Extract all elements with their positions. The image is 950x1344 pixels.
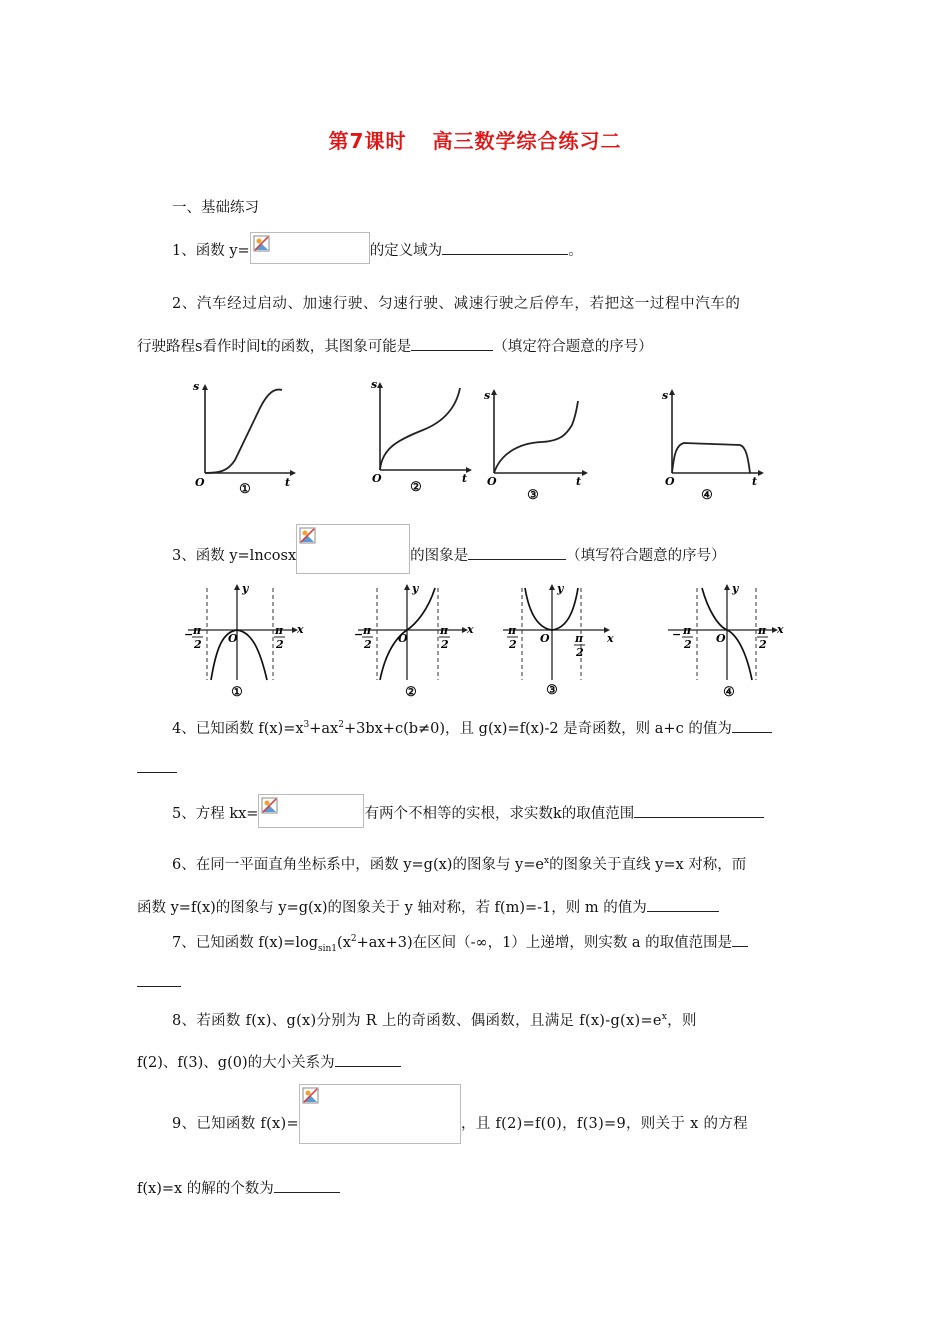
question-2: 2、汽车经过启动、加速行驶、匀速行驶、减速行驶之后停车，若把这一过程中汽车的 (172, 296, 741, 312)
answer-blank[interactable] (335, 1052, 401, 1067)
svg-text:t: t (752, 475, 758, 488)
svg-text:O: O (398, 632, 408, 645)
answer-blank[interactable] (411, 336, 493, 351)
answer-blank-cont[interactable] (137, 758, 177, 773)
svg-text:y: y (242, 582, 249, 595)
svg-text:π: π (758, 624, 767, 637)
section-heading: 一、基础练习 (172, 200, 259, 216)
svg-text:π: π (363, 624, 372, 637)
svg-text:y: y (412, 582, 419, 595)
question-9: 9、已知函数 f(x)= ，且 f(2)=f(0)，f(3)=9，则关于 x 的方程 (172, 1104, 748, 1144)
answer-blank-cont[interactable] (137, 972, 181, 987)
question-1: 1、函数 y= 的定义域为 。 (172, 238, 583, 264)
svg-text:2: 2 (194, 638, 202, 651)
formula-image-placeholder (250, 232, 370, 264)
svg-text:π: π (440, 624, 449, 637)
svg-text:π: π (683, 624, 692, 637)
graph-label-2: ② (410, 480, 422, 495)
svg-text:O: O (195, 476, 205, 489)
question-5: 5、方程 kx= 有两个不相等的实根，求实数k的取值范围 (172, 800, 764, 828)
svg-text:π: π (275, 624, 284, 637)
svg-text:x: x (467, 623, 474, 636)
svg-text:t: t (462, 472, 468, 485)
svg-text:O: O (228, 632, 238, 645)
question-3: 3、函数 y=lncosx 的图象是 （填写符合题意的序号） (172, 538, 726, 574)
svg-text:2: 2 (576, 646, 584, 659)
svg-text:y: y (557, 582, 564, 595)
svg-text:π: π (193, 624, 202, 637)
answer-blank[interactable] (442, 240, 568, 255)
svg-text:2: 2 (509, 638, 517, 651)
distance-time-graph-4 (660, 385, 770, 495)
graph-label-4: ④ (701, 488, 713, 503)
graph-label-1: ① (239, 482, 251, 497)
svg-text:s: s (193, 380, 200, 393)
graph-label-3: ③ (527, 488, 539, 503)
formula-image-placeholder (258, 794, 364, 828)
svg-text:2: 2 (759, 638, 767, 651)
question-6: 6、在同一平面直角坐标系中，函数 y=g(x)的图象与 $y=e^x$的图象关于直线 y=x 对称，而 (172, 856, 747, 873)
svg-text:2: 2 (276, 638, 284, 651)
svg-text:s: s (484, 389, 491, 402)
svg-text:−: − (672, 628, 682, 641)
svg-text:O: O (372, 472, 382, 485)
question-7-cont (137, 972, 181, 993)
svg-text:y: y (732, 582, 739, 595)
graph-label-3: ③ (546, 683, 558, 698)
question-7: 7、已知函数 $f(x)=\log_{sin1}(x^2+ax+3)$在区间（-∞，1）上递增，则实数 a 的取值范围是 (172, 932, 748, 953)
svg-text:s: s (371, 378, 378, 391)
question-2-cont: 行驶路程s看作时间t的函数，其图象可能是 （填定符合题意的序号） (137, 336, 653, 357)
answer-blank[interactable] (732, 718, 772, 733)
svg-text:x: x (607, 632, 614, 645)
broken-image-icon (253, 235, 271, 253)
svg-text:t: t (576, 475, 582, 488)
distance-time-graph-1 (190, 378, 300, 498)
svg-text:O: O (487, 475, 497, 488)
answer-blank[interactable] (647, 897, 719, 912)
question-9-cont: f(x)=x 的解的个数为 (137, 1178, 340, 1199)
svg-text:π: π (575, 632, 584, 645)
svg-text:−: − (184, 628, 194, 641)
lncos-graph-2 (350, 580, 475, 685)
svg-text:s: s (662, 389, 669, 402)
svg-text:π: π (508, 624, 517, 637)
graph-label-4: ④ (723, 685, 735, 700)
broken-image-icon (302, 1087, 320, 1105)
svg-text:−: − (354, 628, 364, 641)
svg-text:O: O (540, 632, 550, 645)
answer-blank[interactable] (274, 1178, 340, 1193)
formula-image-placeholder (296, 524, 410, 574)
question-8: 8、若函数 f(x)、g(x)分别为 R 上的奇函数、偶函数，且满足 $f(x)-g(x)=e^x$，则 (172, 1012, 697, 1029)
svg-text:x: x (297, 623, 304, 636)
svg-text:2: 2 (441, 638, 449, 651)
answer-blank[interactable] (732, 932, 748, 947)
svg-text:x: x (777, 623, 784, 636)
answer-blank[interactable] (468, 545, 566, 560)
distance-time-graph-3 (482, 385, 592, 495)
question-8-cont: f(2)、f(3)、g(0)的大小关系为 (137, 1052, 401, 1073)
lncos-graph-3 (495, 580, 620, 685)
graph-label-2: ② (405, 685, 417, 700)
question-4-cont (137, 758, 177, 779)
page-title (0, 125, 950, 154)
question-6-cont: 函数 y=f(x)的图象与 y=g(x)的图象关于 y 轴对称，若 f(m)=-1，则 m 的值为 (137, 897, 719, 918)
question-4: 4、已知函数 $f(x)=x^3+ax^2+3bx+c(b\ne 0)$，且 g(x)=f(x)-2 是奇函数，则 a+c 的值为 (172, 718, 772, 739)
title-name: 高三数学综合练习二 (432, 129, 622, 153)
svg-text:O: O (665, 475, 675, 488)
svg-text:2: 2 (684, 638, 692, 651)
lesson-number: 第7课时 (328, 129, 407, 153)
graph-label-1: ① (231, 685, 243, 700)
svg-text:O: O (716, 632, 726, 645)
formula-image-placeholder (299, 1084, 461, 1144)
lncos-graph-1 (180, 580, 305, 685)
broken-image-icon (261, 797, 279, 815)
lncos-graph-4 (660, 580, 785, 685)
answer-blank[interactable] (634, 803, 764, 818)
svg-text:2: 2 (364, 638, 372, 651)
svg-text:t: t (285, 476, 291, 489)
broken-image-icon (299, 527, 317, 545)
